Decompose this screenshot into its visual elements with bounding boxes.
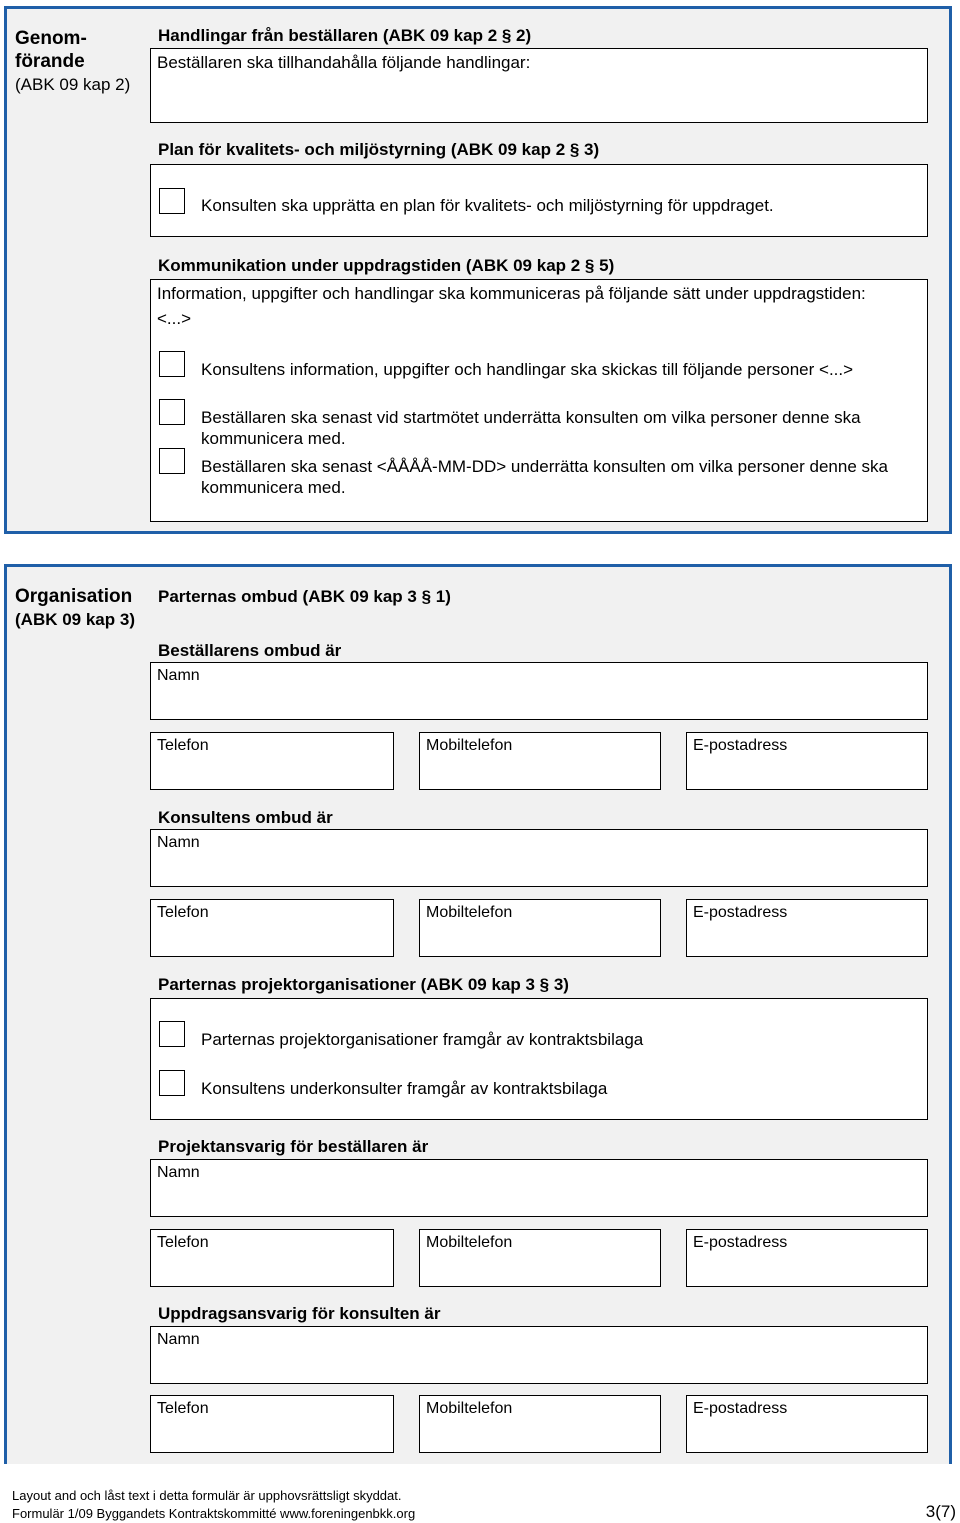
projorg-checkbox-1-label: Parternas projektorganisationer framgår av kontraktsbilaga: [201, 1030, 644, 1049]
section-organisation: [4, 564, 952, 1464]
best-ombud-heading: Beställarens ombud är: [158, 641, 342, 660]
kons-ombud-email-field[interactable]: [686, 899, 928, 957]
kons-ombud-heading: Konsultens ombud är: [158, 808, 333, 827]
best-ombud-phone-field[interactable]: [150, 732, 394, 790]
field-label-namn: Namn: [157, 834, 200, 851]
uppdrag-heading: Uppdragsansvarig för konsulten är: [158, 1304, 441, 1323]
field-label-namn: Namn: [157, 1164, 200, 1181]
projorg-heading: Parternas projektorganisationer (ABK 09 kap 3 § 3): [158, 975, 569, 994]
komm-checkbox-3[interactable]: [159, 448, 185, 474]
field-label-telefon: Telefon: [157, 904, 209, 921]
uppdrag-mobile-field[interactable]: [419, 1395, 661, 1453]
section-title: [15, 585, 135, 631]
komm-checkbox-2-label: Beställaren ska senast vid startmötet underrätta konsulten om vilka personer denne ska kommunicera med.: [201, 408, 861, 448]
plan-checkbox[interactable]: [159, 188, 185, 214]
projansv-phone-field[interactable]: [150, 1229, 394, 1287]
field-label-telefon: Telefon: [157, 737, 209, 754]
ombud-heading: Parternas ombud (ABK 09 kap 3 § 1): [158, 587, 451, 606]
komm-checkbox-1[interactable]: [159, 351, 185, 377]
section-title-main: Organisation: [15, 586, 133, 607]
komm-checkbox-1-label: Konsultens information, uppgifter och handlingar ska skickas till följande personer <...>: [201, 360, 854, 379]
projansv-email-field[interactable]: [686, 1229, 928, 1287]
best-ombud-email-field[interactable]: [686, 732, 928, 790]
projansv-name-field[interactable]: [150, 1159, 928, 1217]
uppdrag-name-field[interactable]: [150, 1326, 928, 1384]
best-ombud-name-field[interactable]: [150, 662, 928, 720]
field-label-telefon: Telefon: [157, 1234, 209, 1251]
komm-text: Information, uppgifter och handlingar ska kommuniceras på följande sätt under uppdragstiden:: [157, 284, 866, 303]
handlingar-text: Beställaren ska tillhandahålla följande handlingar:: [157, 53, 531, 72]
field-label-namn: Namn: [157, 1331, 200, 1348]
field-label-telefon: Telefon: [157, 1400, 209, 1417]
footer-form-info: Formulär 1/09 Byggandets Kontraktskommitté www.foreningenbkk.org: [12, 1506, 416, 1521]
kons-ombud-phone-field[interactable]: [150, 899, 394, 957]
section-title-sub: (ABK 09 kap 3): [15, 610, 135, 629]
field-label-mobil: Mobiltelefon: [426, 1400, 513, 1417]
section-title-main: Genom- förande: [15, 28, 87, 72]
section-genomforande: [4, 6, 952, 534]
projansv-heading: Projektansvarig för beställaren är: [158, 1137, 429, 1156]
field-label-epost: E-postadress: [693, 1234, 788, 1251]
projorg-checkbox-2[interactable]: [159, 1070, 185, 1096]
field-label-namn: Namn: [157, 667, 200, 684]
projorg-box: [150, 998, 928, 1120]
komm-checkbox-2[interactable]: [159, 399, 185, 425]
field-label-mobil: Mobiltelefon: [426, 737, 513, 754]
komm-checkbox-3-label: Beställaren ska senast <ÅÅÅÅ-MM-DD> underrätta konsulten om vilka personer denne ska kommunicera med.: [201, 457, 888, 497]
kons-ombud-mobile-field[interactable]: [419, 899, 661, 957]
section-title: [15, 27, 130, 96]
handlingar-heading: Handlingar från beställaren (ABK 09 kap 2 § 2): [158, 26, 532, 45]
uppdrag-email-field[interactable]: [686, 1395, 928, 1453]
uppdrag-phone-field[interactable]: [150, 1395, 394, 1453]
komm-heading: Kommunikation under uppdragstiden (ABK 09 kap 2 § 5): [158, 256, 615, 275]
field-label-epost: E-postadress: [693, 1400, 788, 1417]
handlingar-field[interactable]: [150, 48, 928, 123]
projansv-mobile-field[interactable]: [419, 1229, 661, 1287]
kons-ombud-name-field[interactable]: [150, 829, 928, 887]
plan-checkbox-label: Konsulten ska upprätta en plan för kvalitets- och miljöstyrning för uppdraget.: [201, 196, 774, 215]
page-number: 3(7): [925, 1502, 956, 1521]
komm-placeholder[interactable]: <...>: [157, 309, 192, 328]
field-label-epost: E-postadress: [693, 737, 788, 754]
footer-copyright: Layout and och låst text i detta formulär är upphovsrättsligt skyddat.: [12, 1488, 402, 1503]
field-label-epost: E-postadress: [693, 904, 788, 921]
projorg-checkbox-2-label: Konsultens underkonsulter framgår av kontraktsbilaga: [201, 1079, 608, 1098]
plan-heading: Plan för kvalitets- och miljöstyrning (ABK 09 kap 2 § 3): [158, 140, 600, 159]
field-label-mobil: Mobiltelefon: [426, 904, 513, 921]
section-title-sub: (ABK 09 kap 2): [15, 75, 131, 94]
field-label-mobil: Mobiltelefon: [426, 1234, 513, 1251]
best-ombud-mobile-field[interactable]: [419, 732, 661, 790]
projorg-checkbox-1[interactable]: [159, 1021, 185, 1047]
